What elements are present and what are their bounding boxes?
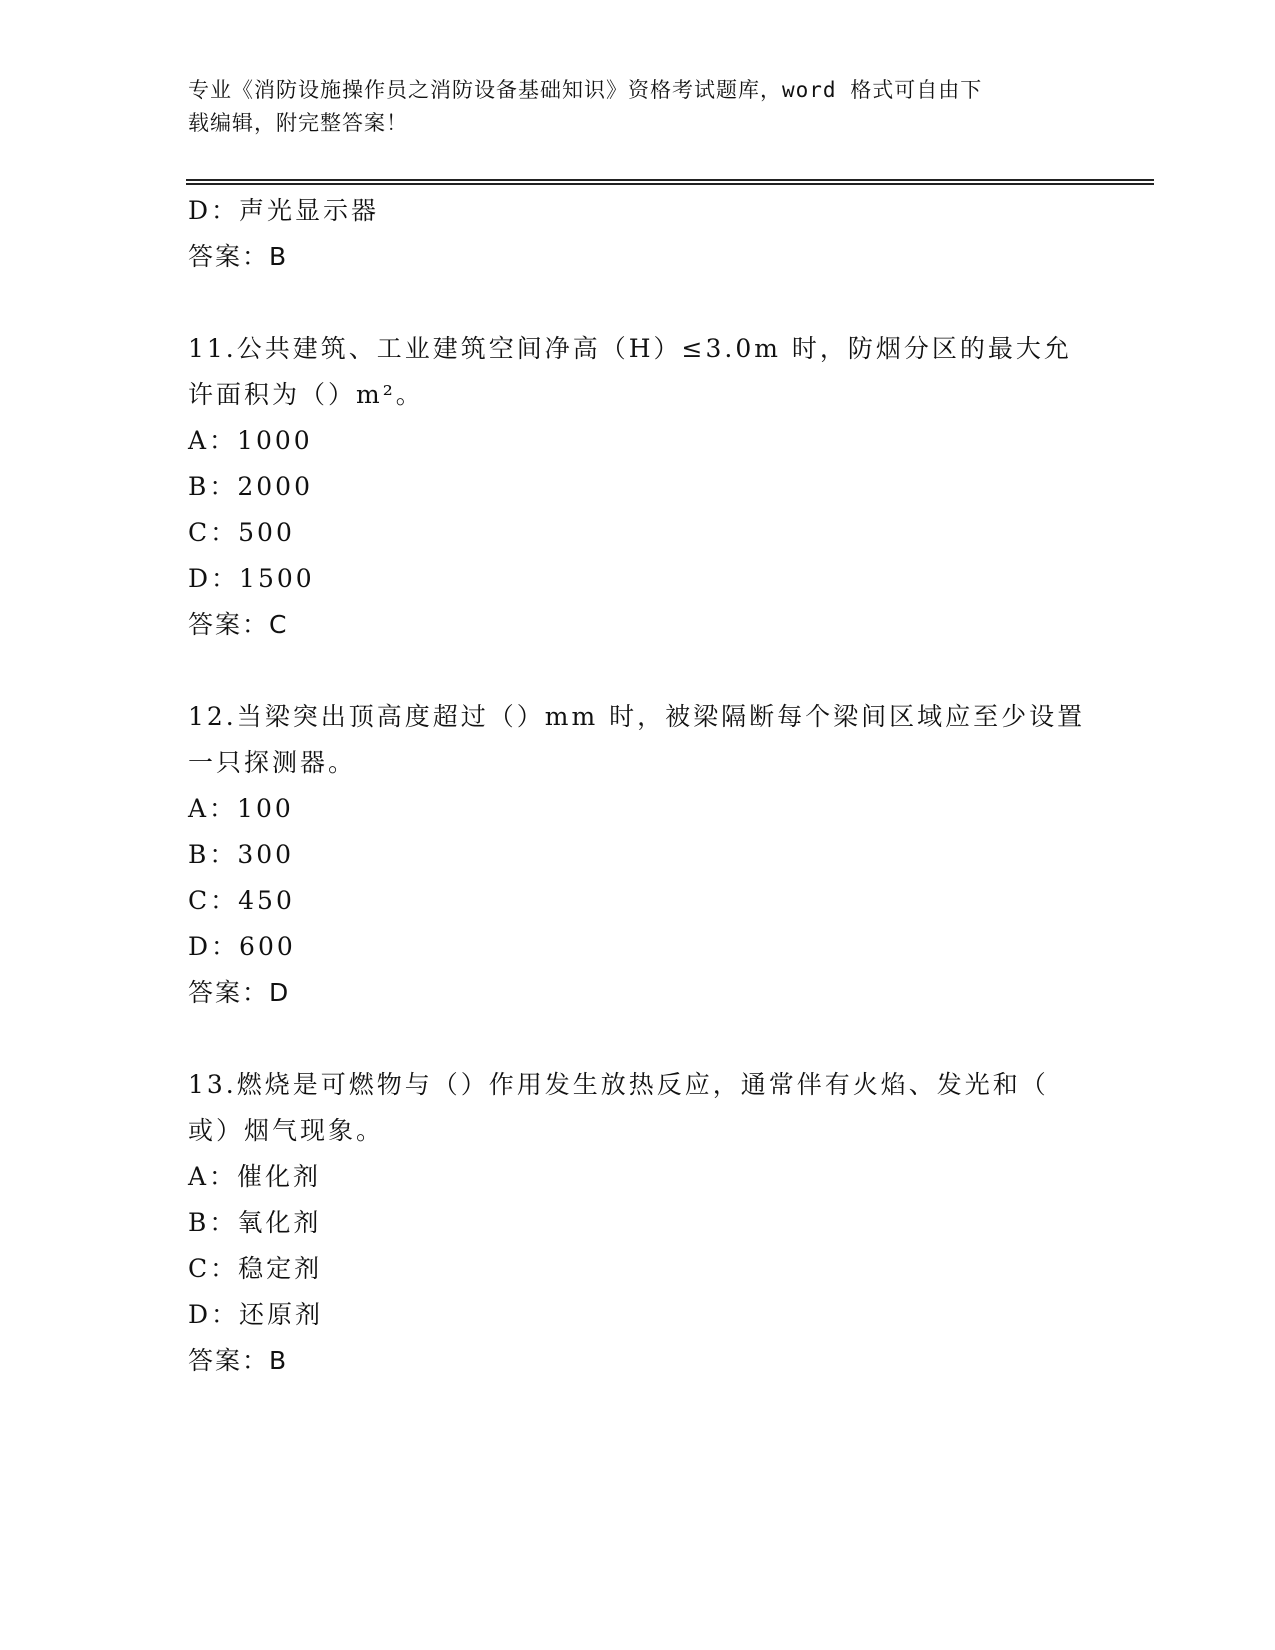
question-stem-continued: 或）烟气现象。 bbox=[188, 1116, 385, 1145]
spacer bbox=[188, 280, 1088, 326]
page-header bbox=[188, 74, 1078, 140]
header-divider-top bbox=[186, 179, 1154, 181]
option-c: C：450 bbox=[188, 886, 295, 915]
question-11 bbox=[188, 326, 1088, 648]
option-a: A：100 bbox=[188, 794, 294, 823]
question-stem: 13.燃烧是可燃物与（）作用发生放热反应，通常伴有火焰、发光和（ bbox=[188, 1070, 1049, 1099]
spacer bbox=[188, 648, 1088, 694]
question-12 bbox=[188, 694, 1088, 1016]
option-b: B：2000 bbox=[188, 472, 313, 501]
question-stem-continued: 许面积为（）m²。 bbox=[188, 380, 424, 409]
option-b: B：氧化剂 bbox=[188, 1208, 322, 1237]
option-c: C：稳定剂 bbox=[188, 1254, 323, 1283]
option-a: A：催化剂 bbox=[188, 1162, 322, 1191]
option-d: D：声光显示器 bbox=[188, 196, 380, 225]
option-d: D：还原剂 bbox=[188, 1300, 324, 1329]
question-13 bbox=[188, 1062, 1088, 1384]
question-stem: 11.公共建筑、工业建筑空间净高（H）≤3.0m 时，防烟分区的最大允 bbox=[188, 334, 1072, 363]
answer-line: 答案：B bbox=[188, 242, 289, 271]
question-stem: 12.当梁突出顶高度超过（）mm 时，被梁隔断每个梁间区域应至少设置 bbox=[188, 702, 1086, 731]
question-stem-continued: 一只探测器。 bbox=[188, 748, 357, 777]
spacer bbox=[188, 1016, 1088, 1062]
header-divider-bottom bbox=[186, 183, 1154, 185]
option-a: A：1000 bbox=[188, 426, 313, 455]
answer-line: 答案：D bbox=[188, 978, 291, 1007]
previous-question-tail bbox=[188, 188, 1088, 280]
question-list bbox=[188, 188, 1088, 1384]
answer-line: 答案：B bbox=[188, 1346, 289, 1375]
header-line-1: 专业《消防设施操作员之消防设备基础知识》资格考试题库，word 格式可自由下 bbox=[188, 78, 983, 102]
option-d: D：600 bbox=[188, 932, 296, 961]
header-line-2: 载编辑，附完整答案！ bbox=[188, 111, 408, 135]
option-c: C：500 bbox=[188, 518, 295, 547]
answer-line: 答案：C bbox=[188, 610, 289, 639]
option-b: B：300 bbox=[188, 840, 295, 869]
option-d: D：1500 bbox=[188, 564, 315, 593]
